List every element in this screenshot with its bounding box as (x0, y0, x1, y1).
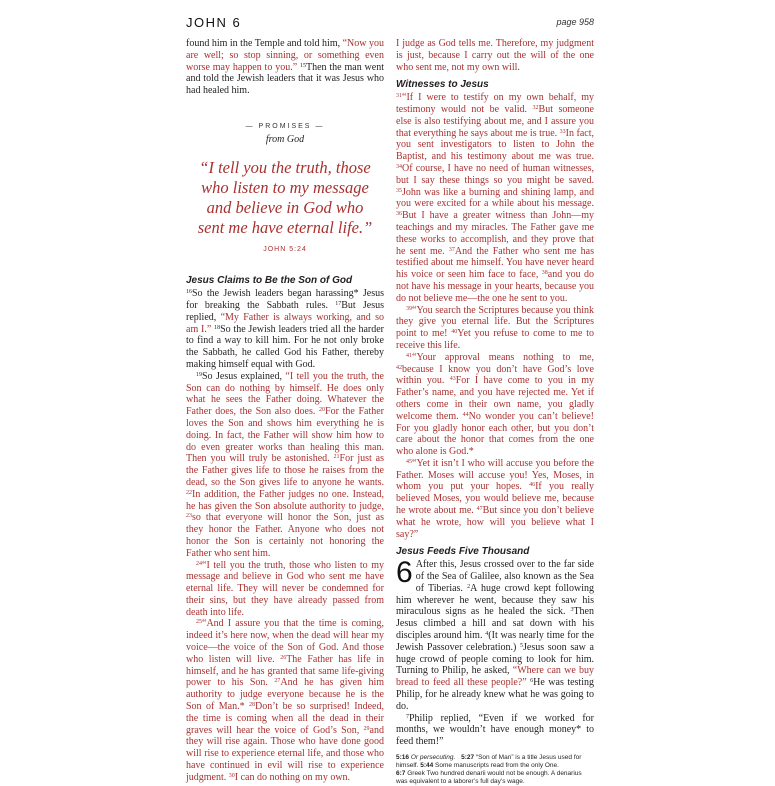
paragraph-5-39: $^{39}$“You search the Scriptures because you think they give you eternal life. But the Scriptures point to me! $^{40}$Yet you refuse to come to me to receive this life. (396, 304, 594, 351)
book-chapter-header: JOHN 6 (186, 15, 242, 30)
section-heading: Witnesses to Jesus (396, 79, 489, 91)
page-number: page 958 (556, 17, 594, 27)
paragraph-5-45: $^{45}$“Yet it isn’t I who will accuse you before the Father. Moses will accuse you! Yes, Moses, in whom you put your hopes. $^{46}$If you really believed Moses, you would believe me, because he wrote about me. $^{47}$But since you don’t believe what he wrote, how will you believe what I say?” (396, 457, 594, 540)
paragraph-5-24: $^{24}$“I tell you the truth, those who listen to my message and believe in God who sent me have eternal life. They will never be condemned for their sins, but they have already passed from death into life. (186, 559, 384, 618)
words-of-jesus: “Now you are well; so stop sinning, or something even worse may happen to you.” (186, 38, 384, 73)
promise-label: — PROMISES — (245, 122, 325, 130)
left-column (186, 38, 384, 784)
paragraph-6-7: $^7$Philip replied, “Even if we worked for months, we wouldn’t have enough money* to feed them!” (396, 712, 594, 748)
verse-number: 15 (300, 62, 306, 69)
paragraph-5-14: found him in the Temple and told him, “Now you are well; so stop sinning, or something even worse may happen to you.” $^{15}$Then the man went and told the Jewish leaders that it was Jesus who had healed him. (186, 38, 384, 97)
promise-quote: “I tell you the truth, those who listen to my message and believe in God who sent me have eternal life.” (197, 157, 373, 237)
paragraph-5-31: $^{31}$“If I were to testify on my own behalf, my testimony would not be valid. $^{32}$But someone else is also testifying about me, and I assure you that everything he says about me is true. $^{33}$In fact, you sent investigators to listen to John the Baptist, and his testimony about me was true. $^{34}$Of course, I have no need of human witnesses, but I say these things so you might be saved. $^{35}$John was like a burning and shining lamp, and you were excited for a while about his message. $^{36}$But I have a greater witness than John—my teachings and my miracles. The Father gave me these works to accomplish, and they prove that he sent me. $^{37}$And the Father who sent me has testified about me himself. You have never heard his voice or seen him face to face, $^{38}$and you do not have his message in your hearts, because you do not believe me—the one he sent to you. (396, 92, 595, 304)
chapter-number: 6 (396, 556, 413, 590)
right-column (396, 38, 594, 786)
paragraph-5-30-cont: I judge as God tells me. Therefore, my judgment is just, because I carry out the will of the one who sent me, not my own will. (396, 38, 594, 73)
paragraph-5-41: $^{41}$“Your approval means nothing to me, $^{42}$because I know you don’t have God’s love within you. $^{43}$For I have come to you in my Father’s name, and you have rejected me. Yet if others come in their own name, you gladly welcome them. $^{44}$No wonder you can’t believe! For you gladly honor each other, but you don’t care about the honor that comes from the one who alone is God.* (396, 351, 595, 458)
promise-callout (186, 121, 384, 255)
section-heading: Jesus Claims to Be the Son of God (186, 275, 353, 287)
paragraph-6-1: 6 After this, Jesus crossed over to the far side of the Sea of Galilee, also known as the Sea of Tiberias. $^2$A huge crowd kept following him wherever he went, because they saw his miraculous signs as he healed the sick. $^3$Then Jesus climbed a hill and sat down with his disciples around him. $^4$(It was nearly time for the Jewish Passover celebration.) $^5$Jesus soon saw a huge crowd of people coming to look for him. Turning to Philip, he asked, “Where can we buy bread to feed all these people?” $^6$He was testing Philip, for he already knew what he was going to do. (396, 556, 595, 712)
promise-reference: JOHN 5:24 (263, 245, 307, 253)
paragraph-5-25: $^{25}$“And I assure you that the time is coming, indeed it’s here now, when the dead will hear my voice—the voice of the Son of God. And those who listen will live. $^{26}$The Father has life in himself, and he has granted that same life-giving power to his Son. $^{27}$And he has given him authority to judge everyone because he is the Son of Man.* $^{28}$Don’t be so surprised! Indeed, the time is coming when all the dead in their graves will hear the voice of God’s Son, $^{29}$and they will rise again. Those who have done good will rise to experience eternal life, and those who have continued in evil will rise to experience judgment. $^{30}$I can do nothing on my own. (186, 618, 385, 783)
paragraph-5-16: $^{16}$So the Jewish leaders began harassing* Jesus for breaking the Sabbath rules. $^{17}$But Jesus replied, “My Father is always working, and so am I.” $^{18}$So the Jewish leaders tried all the harder to find a way to kill him. For he not only broke the Sabbath, he called God his Father, thereby making himself equal with God. (186, 288, 384, 370)
promise-from: from God (265, 133, 305, 145)
footnotes: 5:16 Or persecuting. 5:27 “Son of Man” is a title Jesus used for himself. 5:44 Some manuscripts read from the only One. 6:7 Greek Two hundred denarii would not be enough. A denarius was equivalent to a laborer’s full day’s wage. (396, 754, 582, 786)
paragraph-5-19: $^{19}$So Jesus explained, “I tell you the truth, the Son can do nothing by himself. He does only what he sees the Father doing. Whatever the Father does, the Son also does. $^{20}$For the Father loves the Son and shows him everything he is doing. In fact, the Father will show him how to do even greater works than healing this man. Then you will truly be astonished. $^{21}$For just as the Father gives life to those he raises from the dead, so the Son gives life to anyone he wants. $^{22}$In addition, the Father judges no one. Instead, he has given the Son absolute authority to judge, $^{23}$so that everyone will honor the Son, just as they honor the Father. Anyone who does not honor the Son is certainly not honoring the Father who sent him. (186, 370, 384, 559)
section-heading: Jesus Feeds Five Thousand (396, 546, 530, 558)
